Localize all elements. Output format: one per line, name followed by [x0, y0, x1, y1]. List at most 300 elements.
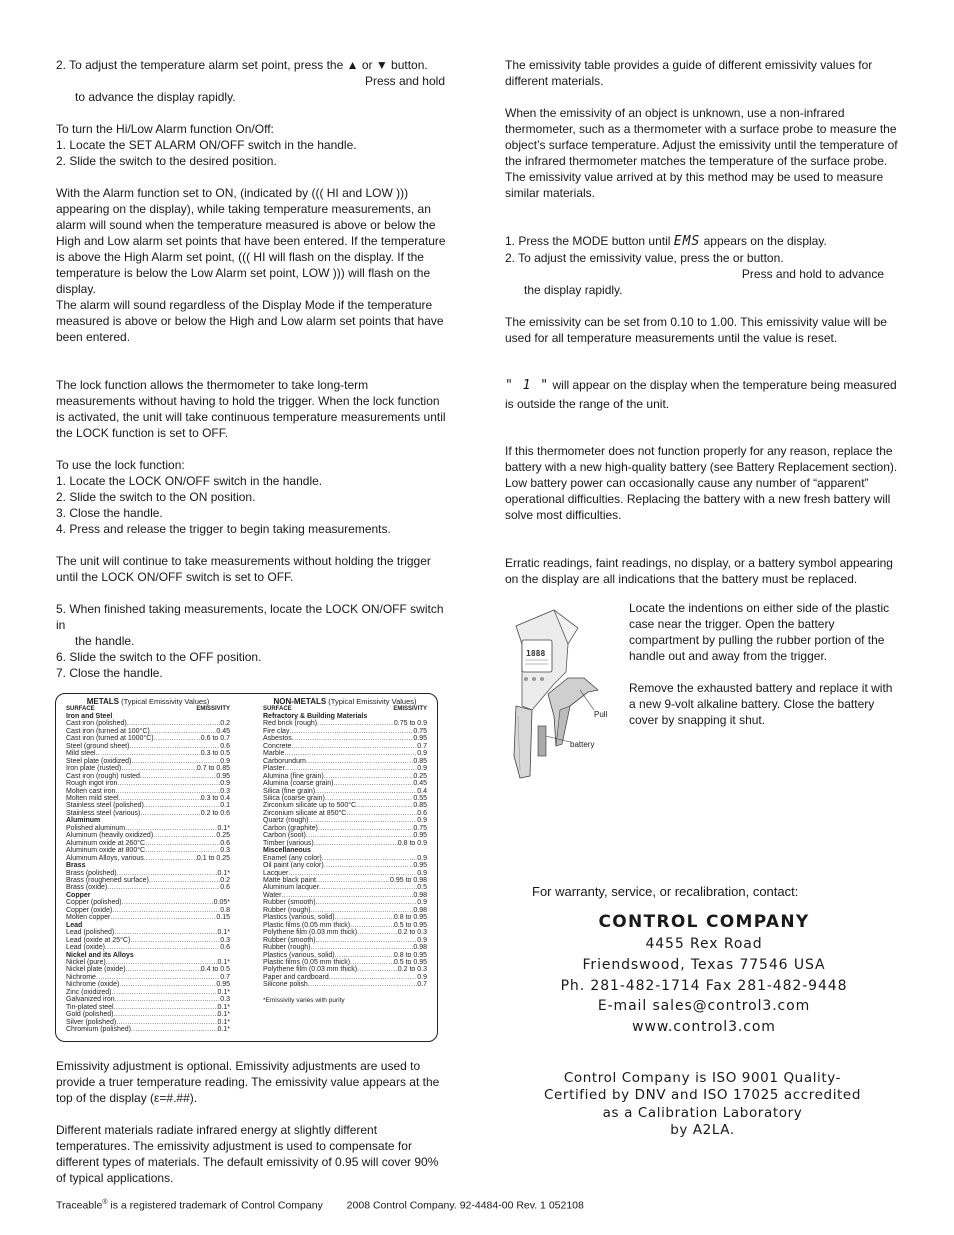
material-name: Rubber (rough) [263, 944, 311, 952]
leader-dots [96, 750, 201, 757]
emissivity-value: 0.1* [217, 1003, 230, 1011]
company-phone-fax: Ph. 281-482-1714 Fax 281-482-9448 [560, 977, 848, 994]
emissivity-value: 0.7 [417, 981, 427, 989]
company-contact-block [510, 910, 898, 1038]
leader-dots [144, 802, 220, 809]
table-row [263, 750, 427, 757]
emissivity-table [55, 693, 438, 1042]
material-name: Silver (polished) [66, 1018, 117, 1026]
material-name: Polythene film (0.03 mm thick) [263, 929, 358, 937]
leader-dots [144, 855, 197, 862]
metals-column [66, 698, 230, 1033]
material-name: Molten copper [66, 914, 111, 922]
emissivity-value: 0.1 [220, 802, 230, 810]
table-row [263, 735, 427, 742]
leader-dots [145, 847, 220, 854]
table-row [66, 802, 230, 809]
emissivity-adjust-text: Emissivity adjustment is optional. Emissivity adjustments are used to provide a truer temperature reading. The emissivity value appears at the top of the display (ε=#.##). [56, 1059, 440, 1105]
table-row [66, 884, 230, 891]
table-row [66, 959, 230, 966]
material-name: Molten cast iron [66, 787, 116, 795]
lock-step-5-cont: the handle. [75, 634, 135, 648]
lock-step-4: 4. Press and release the trigger to begin taking measurements. [56, 522, 391, 536]
leader-dots [140, 810, 200, 817]
material-name: Mild steel [66, 750, 96, 758]
leader-dots [333, 780, 413, 787]
unknown-emissivity-text: When the emissivity of an object is unknown, use a non-infrared thermometer, such as a thermometer with a surface probe to measure the object’s surface temperature. Adjust the emissivity until the temperature of the infrared thermometer matches the temperature of the surface probe. The emissivity value arrived at by this method may be used to measure similar materials. [505, 106, 898, 200]
material-name: Cast iron (polished) [66, 720, 127, 728]
material-name: Nickel (pure) [66, 958, 106, 966]
material-name: Silicone polish [263, 981, 308, 989]
table-group-heading: Refractory & Building Materials [263, 713, 368, 720]
alarm-toggle-step-2: 2. Slide the switch to the desired position. [56, 154, 277, 168]
material-name: Cast iron (turned at 1000°C) [66, 735, 154, 743]
emissivity-value: 0.2 to 0.3 [397, 966, 427, 974]
leader-dots [116, 1019, 217, 1026]
material-name: Zirconium silicate up to 500°C [263, 802, 357, 810]
material-name: Rubber (smooth) [263, 899, 316, 907]
material-name: Concrete [263, 742, 292, 750]
emissivity-value: 0.7 [220, 973, 230, 981]
alarm-description-2: The alarm will sound regardless of the Display Mode if the temperature measured is above or below the High and Low alarm set points that have been entered. [56, 298, 444, 344]
emissivity-value: 0.75 [413, 727, 427, 735]
emissivity-value: 0.98 [413, 891, 427, 899]
table-row [263, 862, 427, 869]
table-row [66, 1019, 230, 1026]
table-row [66, 981, 230, 988]
emissivity-value: 0.6 [220, 944, 230, 952]
leader-dots [112, 907, 220, 914]
table-row [66, 773, 230, 780]
emissivity-step-2: 2. To adjust the emissivity value, press the or button. [505, 251, 784, 265]
leader-dots [122, 899, 214, 906]
leader-dots [322, 855, 418, 862]
emissivity-value: 0.6 to 0.7 [200, 735, 230, 743]
emissivity-adjust-section [56, 1058, 448, 1186]
table-row [263, 944, 427, 951]
emissivity-value: 0.95 [413, 832, 427, 840]
table-row [66, 825, 230, 832]
table-row [66, 914, 230, 921]
material-name: Water [263, 891, 282, 899]
alarm-toggle-title: To turn the Hi/Low Alarm function On/Off: [56, 122, 274, 136]
table-row [66, 870, 230, 877]
table-row [66, 944, 230, 951]
material-name: Lead (oxide) [66, 944, 105, 952]
material-name: Copper (oxide) [66, 906, 113, 914]
emissivity-value: 0.2 [220, 876, 230, 884]
material-name: Matte black paint [263, 876, 316, 884]
leader-dots [324, 773, 414, 780]
nonmetals-header [263, 698, 427, 706]
battery-step-1: Locate the indentions on either side of the plastic case near the trigger. Open the battery compartment by pulling the rubber portion of the handle out and away from the trigger. [629, 601, 890, 663]
emissivity-value: 0.1* [217, 1011, 230, 1019]
table-row [66, 974, 230, 981]
table-row [263, 840, 427, 847]
leader-dots [140, 773, 216, 780]
leader-dots [153, 832, 216, 839]
table-row [263, 855, 427, 862]
material-name: Asbestos [263, 735, 292, 743]
material-name: Red brick (rough) [263, 720, 318, 728]
table-row [263, 788, 427, 795]
emissivity-value: 0.6 [220, 839, 230, 847]
leader-dots [346, 810, 417, 817]
leader-dots [316, 937, 418, 944]
iso-line-4: by A2LA. [670, 1122, 735, 1139]
leader-dots [329, 974, 417, 981]
leader-dots [149, 877, 220, 884]
leader-dots [288, 870, 417, 877]
table-row [263, 728, 427, 735]
table-row [66, 929, 230, 936]
emissivity-value: 0.85 [413, 802, 427, 810]
leader-dots [129, 743, 220, 750]
material-name: Rubber (rough) [263, 906, 311, 914]
purity-note: *Emissivity varies with purity [263, 996, 345, 1004]
emissivity-value: 0.3 [220, 847, 230, 855]
material-name: Aluminum lacquer [263, 884, 320, 892]
table-group-heading: Iron and Steel [66, 713, 113, 720]
lock-step-5: 5. When finished taking measurements, locate the LOCK ON/OFF switch in [56, 602, 444, 632]
table-row [66, 937, 230, 944]
iso-certification [505, 1070, 900, 1140]
emissivity-value: 0.5 to 0.95 [393, 921, 427, 929]
emissivity-value: 0.2 to 0.6 [200, 809, 230, 817]
table-row [66, 899, 230, 906]
table-row [263, 914, 427, 921]
emissivity-press-hold: Press and hold to advance [741, 267, 884, 281]
material-name: Nichrome [66, 973, 96, 981]
table-row [263, 817, 427, 824]
leader-dots [335, 952, 394, 959]
nonmetals-title: NON-METALS [273, 697, 327, 706]
leader-dots [310, 944, 413, 951]
leader-dots [113, 1011, 217, 1018]
emissivity-value: 0.2 [220, 720, 230, 728]
emissivity-value: 0.9 [417, 869, 427, 877]
emissivity-value: 0.95 [413, 862, 427, 870]
emissivity-value: 0.3 [220, 996, 230, 1004]
emissivity-value: 0.9 [417, 973, 427, 981]
material-name: Gold (polished) [66, 1011, 114, 1019]
emissivity-value: 0.9 [417, 899, 427, 907]
emissivity-value: 0.98 [413, 944, 427, 952]
leader-dots [96, 974, 220, 981]
leader-dots [309, 817, 418, 824]
material-name: Iron plate (rusted) [66, 765, 122, 773]
emissivity-value: 0.6 [417, 809, 427, 817]
company-website[interactable]: www.control3.com [632, 1019, 776, 1036]
emissivity-value: 0.15 [216, 914, 230, 922]
emissivity-value: 0.95 [216, 981, 230, 989]
thermometer-display-text: 1888 [526, 649, 546, 658]
material-name: Polished aluminum [66, 824, 126, 832]
emissivity-value: 0.9 [417, 854, 427, 862]
material-name: Alumina (coarse grain) [263, 780, 334, 788]
battery-icon [538, 726, 546, 756]
leader-dots [117, 780, 220, 787]
leader-dots [324, 862, 414, 869]
leader-dots [110, 914, 216, 921]
table-row [66, 758, 230, 765]
emissivity-value: 0.8 to 0.95 [393, 951, 427, 959]
leader-dots [357, 929, 398, 936]
leader-dots [335, 914, 394, 921]
leader-dots [289, 728, 413, 735]
pull-label: Pull [594, 710, 608, 719]
material-name: Brass (roughened surface) [66, 876, 149, 884]
troubleshooting-text: If this thermometer does not function properly for any reason, replace the battery with a new high-quality battery (see Battery Replacement section). Low battery power can occasionally cause any number of “apparent” operational difficulties. Replacing the battery with a new fresh battery will solve most difficulties. [505, 444, 898, 522]
leader-dots [357, 966, 398, 973]
material-name: Stainless steel (polished) [66, 802, 144, 810]
emissivity-value: 0.45 [216, 727, 230, 735]
material-name: Aluminum oxide at 800°C [66, 847, 146, 855]
emissivity-value: 0.7 [417, 742, 427, 750]
emissivity-value: 0.95 to 0.98 [390, 876, 427, 884]
table-row [66, 855, 230, 862]
leader-dots [119, 795, 201, 802]
table-row [263, 929, 427, 936]
emissivity-value: 0.3 to 0.4 [200, 794, 230, 802]
company-city: Friendswood, Texas 77546 USA [582, 956, 826, 973]
material-name: Fire clay [263, 727, 290, 735]
leader-dots [119, 981, 216, 988]
material-name: Zirconium silicate at 850°C [263, 809, 347, 817]
table-row [263, 765, 427, 772]
leader-dots [317, 720, 394, 727]
material-name: Stainless steel (various) [66, 809, 141, 817]
table-row [66, 765, 230, 772]
leader-dots [154, 735, 201, 742]
emissivity-value: 0.9 [220, 780, 230, 788]
leader-dots [319, 884, 417, 891]
emissivity-value: 0.95 [216, 772, 230, 780]
table-row [263, 937, 427, 944]
material-name: Steel (ground sheet) [66, 742, 130, 750]
overrange-text [505, 376, 900, 413]
material-name: Lead (oxide at 25°C) [66, 936, 131, 944]
metals-subtitle: (Typical Emissivity Values) [121, 697, 210, 706]
emissivity-value: 0.5 [417, 884, 427, 892]
metals-subheader [66, 706, 230, 713]
leader-dots [284, 750, 417, 757]
leader-dots [115, 996, 221, 1003]
leader-dots [127, 720, 221, 727]
emissivity-materials-text: Different materials radiate infrared energy at slightly different temperatures. The emissivity adjustment is used to compensate for different types of materials. The default emissivity of 0.95 will cover 90% of typical applications. [56, 1123, 439, 1185]
leader-dots [310, 907, 413, 914]
table-row [263, 758, 427, 765]
emissivity-value: 0.8 [220, 906, 230, 914]
alarm-press-hold: Press and hold [364, 74, 445, 88]
emissivity-value: 0.25 [413, 772, 427, 780]
table-row [263, 907, 427, 914]
material-name: Silica (coarse grain) [263, 794, 325, 802]
leader-dots [281, 892, 413, 899]
leader-dots [131, 1026, 218, 1033]
nonmetals-subtitle: (Typical Emissivity Values) [328, 697, 417, 706]
leader-dots [316, 899, 418, 906]
emissivity-value: 0.6 [220, 742, 230, 750]
lock-continue: The unit will continue to take measurements without holding the trigger until the LOCK ON/OFF switch is set to OFF. [56, 554, 431, 584]
leader-dots [150, 728, 217, 735]
emissivity-value: 0.3 [220, 787, 230, 795]
overrange-desc: will appear on the display when the temperature being measured is outside the range of the unit. [505, 378, 897, 411]
footer [56, 1196, 584, 1213]
surface-label: SURFACE [66, 706, 95, 712]
table-row [263, 892, 427, 899]
material-name: Aluminum (heavily oxidized) [66, 832, 154, 840]
table-row [263, 966, 427, 973]
emissivity-value: 0.9 [417, 817, 427, 825]
material-name: Galvanized iron [66, 996, 115, 1004]
table-row [66, 907, 230, 914]
table-group-heading: Nickel and its Alloys [66, 951, 134, 959]
leader-dots [114, 1004, 218, 1011]
material-name: Cast iron (turned at 100°C) [66, 727, 150, 735]
table-row [66, 989, 230, 996]
leader-dots [107, 884, 220, 891]
table-row [66, 788, 230, 795]
material-name: Chromium (polished) [66, 1026, 131, 1034]
emissivity-value: 0.85 [413, 757, 427, 765]
material-name: Aluminum Alloys, various [66, 854, 144, 862]
company-address: 4455 Rex Road [645, 936, 763, 952]
material-name: Steel plate (oxidized) [66, 757, 132, 765]
emissivity-value: 0.1* [217, 958, 230, 966]
emissivity-value: 0.6 [220, 884, 230, 892]
material-name: Molten mild steel [66, 794, 119, 802]
material-name: Polythene film (0.03 mm thick) [263, 966, 358, 974]
table-row [66, 780, 230, 787]
material-name: Brass (oxide) [66, 884, 108, 892]
emissivity-value: 0.75 [413, 824, 427, 832]
material-name: Aluminum oxide at 260°C [66, 839, 146, 847]
leader-dots [131, 758, 220, 765]
leader-dots [306, 832, 414, 839]
material-name: Nichrome (oxide) [66, 981, 120, 989]
material-name: Marble [263, 750, 285, 758]
emissivity-value: 0.1* [217, 929, 230, 937]
emissivity-value: 0.95 [413, 735, 427, 743]
nonmetals-column [263, 698, 427, 1004]
lock-description: The lock function allows the thermometer to take long-term measurements without having to hold the trigger. When the lock function is activated, the unit will take continuous temperature measurements until the LOCK function is set to OFF. [56, 378, 446, 440]
material-name: Cast iron (rough) rusted [66, 772, 140, 780]
nonmetals-rows [263, 713, 427, 989]
emissivity-label: EMISSIVITY [393, 706, 427, 712]
emissivity-advance: the display rapidly. [524, 283, 623, 297]
table-group-heading: Lead [66, 921, 83, 929]
emissivity-value: 0.4 to 0.5 [200, 966, 230, 974]
table-row [66, 847, 230, 854]
material-name: Silica (fine grain) [263, 787, 316, 795]
table-row [263, 773, 427, 780]
table-row [263, 922, 427, 929]
leader-dots [315, 788, 417, 795]
table-group-heading: Copper [66, 891, 91, 899]
material-name: Copper (polished) [66, 899, 122, 907]
material-name: Carborundum [263, 757, 306, 765]
material-name: Rubber (smooth) [263, 936, 316, 944]
leader-dots [308, 981, 418, 988]
leader-dots [125, 825, 217, 832]
emissivity-value: 0.45 [413, 780, 427, 788]
table-row [66, 966, 230, 973]
material-name: Timber (various) [263, 839, 314, 847]
table-row [66, 832, 230, 839]
emissivity-value: 0.3 [220, 936, 230, 944]
ems-display-code: EMS [673, 234, 701, 249]
emissivity-step-1-a: 1. Press the MODE button until [505, 234, 671, 248]
table-row [66, 750, 230, 757]
table-row [66, 720, 230, 727]
leader-dots [291, 743, 417, 750]
leader-dots [130, 937, 220, 944]
alarm-description: With the Alarm function set to ON, (indicated by ((( HI and LOW ))) appearing on the display), while taking temperature measurements, an alarm will sound when the temperature measured is above or below the High and Low alarm set points that have been entered. If the temperature is above the High Alarm set point, ((( HI will flash on the display. If the temperature is below the Low Alarm set point, LOW ))) will flash on the display. [56, 186, 446, 296]
metals-rows [66, 713, 230, 1033]
table-row [263, 952, 427, 959]
lock-step-7: 7. Close the handle. [56, 666, 163, 680]
leader-dots [350, 922, 394, 929]
table-row [66, 735, 230, 742]
material-name: Zinc (oxidized) [66, 988, 112, 996]
emissivity-value: 0.2 to 0.3 [397, 929, 427, 937]
emissivity-range: The emissivity can be set from 0.10 to 1.00. This emissivity value will be used for all temperature measurements until the value is reset. [505, 315, 887, 345]
battery-step-2: Remove the exhausted battery and replace it with a new 9-volt alkaline battery. Close the battery cover by snapping it shut. [629, 681, 893, 727]
table-row [66, 996, 230, 1003]
alarm-toggle-step-1: 1. Locate the SET ALARM ON/OFF switch in the handle. [56, 138, 357, 152]
table-row [263, 877, 427, 884]
emissivity-value: 0.4 [417, 787, 427, 795]
table-group-heading: Miscellaneous [263, 847, 311, 855]
material-name: Rough ingot iron [66, 780, 118, 788]
table-row [66, 1004, 230, 1011]
registered-mark: ® [102, 1199, 108, 1206]
table-row [263, 899, 427, 906]
lock-step-1: 1. Locate the LOCK ON/OFF switch in the handle. [56, 474, 323, 488]
overrange-code: " 1 " [505, 378, 550, 393]
leader-dots [356, 802, 413, 809]
table-row [66, 1026, 230, 1033]
emissivity-value: 0.9 [417, 936, 427, 944]
lock-use-title: To use the lock function: [56, 458, 185, 472]
material-name: Plastic films (0.05 mm thick) [263, 958, 351, 966]
table-row [263, 959, 427, 966]
material-name: Tin-plated steel [66, 1003, 114, 1011]
battery-label: battery [570, 740, 595, 749]
warranty-contact-intro: For warranty, service, or recalibration, contact: [532, 884, 799, 899]
emissivity-value: 0.1* [217, 988, 230, 996]
table-group-heading: Brass [66, 862, 86, 870]
leader-dots [117, 870, 218, 877]
table-row [66, 1011, 230, 1018]
company-email[interactable]: E-mail sales@control3.com [597, 998, 811, 1015]
emissivity-value: 0.98 [413, 906, 427, 914]
table-row [66, 810, 230, 817]
leader-dots [350, 959, 394, 966]
table-row [66, 795, 230, 802]
material-name: Paper and cardboard [263, 973, 329, 981]
material-name: Plaster [263, 765, 285, 773]
leader-dots [145, 840, 220, 847]
thermometer-illustration [508, 606, 626, 782]
emissivity-value: 0.9 [220, 757, 230, 765]
table-row [66, 877, 230, 884]
emissivity-label: EMISSIVITY [196, 706, 230, 712]
table-row [263, 981, 427, 988]
leader-dots [316, 877, 390, 884]
iso-line-2: Certified by DNV and ISO 17025 accredited [543, 1087, 862, 1104]
